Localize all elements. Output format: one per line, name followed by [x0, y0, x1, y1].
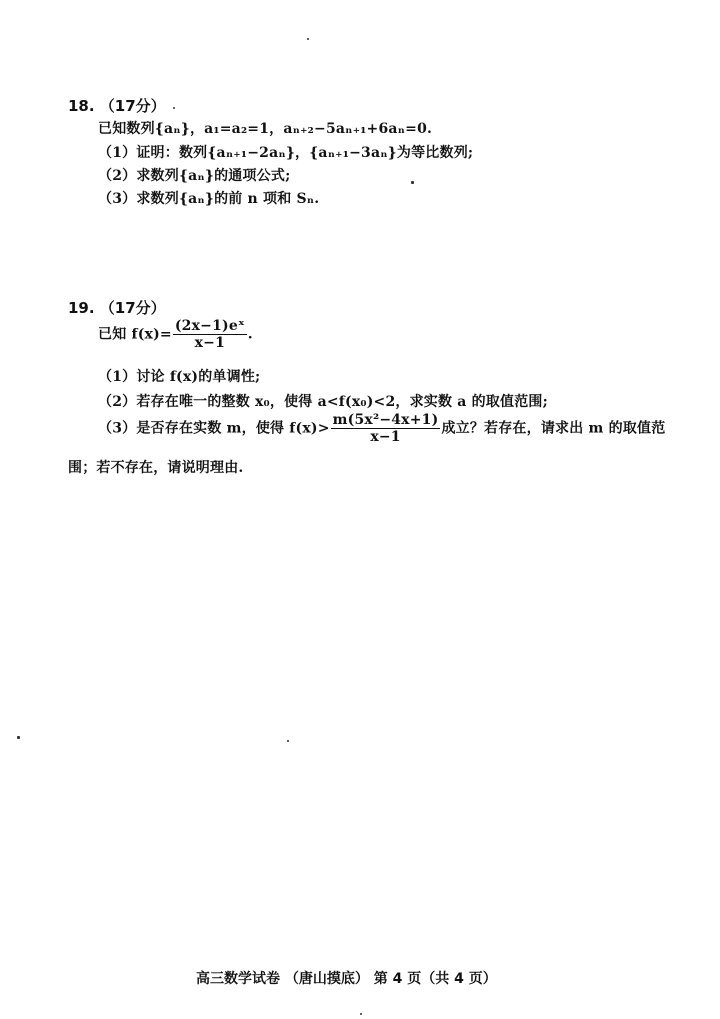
q19-part3 — [98, 412, 665, 445]
q18-header: 18. （17分） — [68, 97, 166, 115]
q18-part1: （1）证明：数列{aₙ₊₁−2aₙ}，{aₙ₊₁−3aₙ}为等比数列; — [98, 145, 474, 161]
page-footer: 高三数学试卷 （唐山摸底） 第 4 页（共 4 页） — [196, 971, 497, 987]
q19-header: 19. （17分） — [68, 299, 166, 317]
scan-speck — [287, 740, 289, 742]
scan-speck — [411, 181, 414, 184]
q19-intro-fraction — [173, 318, 247, 351]
q18-part2: （2）求数列{aₙ}的通项公式; — [98, 168, 291, 184]
q19-intro-prefix: 已知 f(x)= — [98, 326, 172, 343]
q19-intro-denominator: x−1 — [194, 335, 226, 351]
q19-part3-fraction — [331, 412, 441, 445]
scan-speck — [17, 736, 20, 739]
scan-speck — [360, 1013, 362, 1015]
q19-part3-prefix: （3）是否存在实数 m，使得 f(x)> — [98, 420, 330, 437]
q19-part3-denominator: x−1 — [370, 429, 401, 445]
q18-intro: 已知数列{aₙ}，a₁=a₂=1，aₙ₊₂−5aₙ₊₁+6aₙ=0. — [98, 121, 433, 137]
q19-part3-numerator: m(5x²−4x+1) — [332, 412, 439, 428]
scan-speck — [307, 38, 309, 40]
q19-intro-numerator: (2x−1)eˣ — [174, 318, 245, 334]
q19-part3-continuation: 围；若不存在，请说明理由. — [68, 460, 244, 476]
scan-speck — [173, 107, 175, 109]
q19-part1: （1）讨论 f(x)的单调性; — [98, 369, 261, 385]
q18-part3: （3）求数列{aₙ}的前 n 项和 Sₙ. — [98, 191, 320, 207]
q19-intro-suffix: . — [247, 326, 253, 343]
q19-part2: （2）若存在唯一的整数 x₀，使得 a<f(x₀)<2，求实数 a 的取值范围; — [98, 394, 548, 410]
q19-intro — [98, 318, 253, 351]
q19-part3-suffix: 成立？若存在，请求出 m 的取值范 — [441, 420, 666, 437]
